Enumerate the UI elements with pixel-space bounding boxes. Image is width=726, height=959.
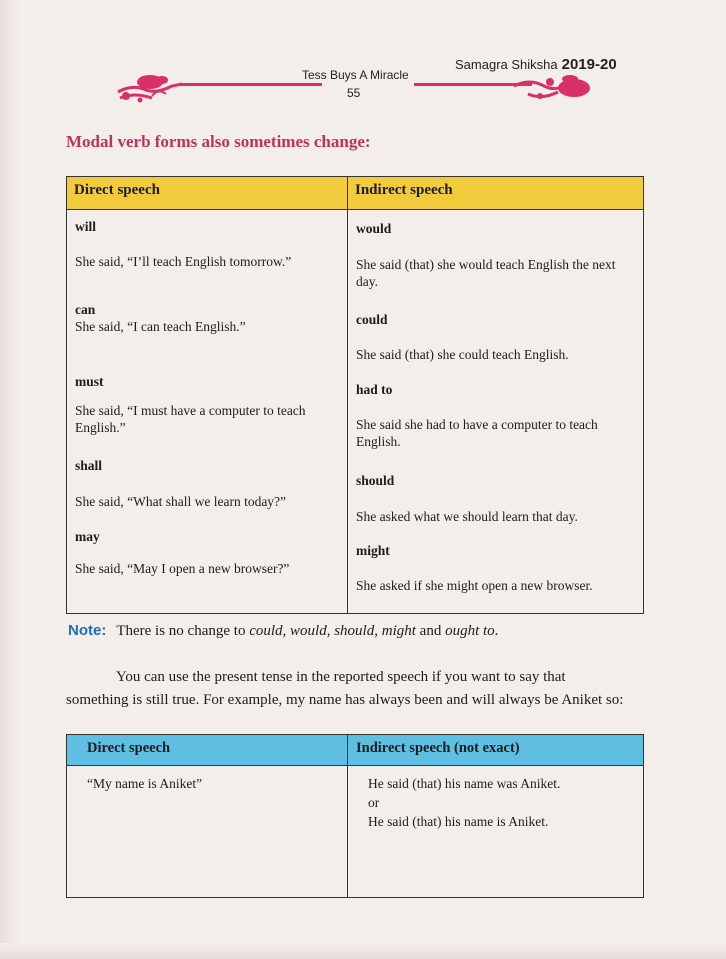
chapter-title: Tess Buys A Miracle bbox=[302, 68, 409, 82]
note-would: would, bbox=[290, 623, 331, 639]
indirect-speech-cell bbox=[348, 766, 644, 898]
example-should: She asked what we should learn that day. bbox=[356, 509, 578, 524]
note-text: There is no change to bbox=[116, 623, 250, 639]
direct-speech-cell bbox=[67, 210, 348, 614]
note-and: and bbox=[415, 623, 446, 639]
modal-must: must bbox=[75, 374, 104, 389]
note-might: might bbox=[381, 623, 416, 639]
modal-had-to: had to bbox=[356, 382, 393, 397]
floral-ornament-right-icon bbox=[510, 72, 594, 104]
example-could: She said (that) she could teach English. bbox=[356, 347, 569, 362]
table-header-row bbox=[67, 177, 644, 210]
header-rule-left bbox=[180, 83, 322, 86]
page-edge-bottom bbox=[0, 943, 726, 959]
series-label bbox=[455, 56, 617, 73]
paragraph-line-1: You can use the present tense in the reported speech if you want to say that bbox=[116, 669, 566, 685]
series-name: Samagra Shiksha bbox=[455, 57, 558, 72]
modal-would: would bbox=[356, 221, 392, 236]
note-ought-to: ought to bbox=[445, 623, 495, 639]
direct-example: “My name is Aniket” bbox=[87, 776, 203, 791]
modal-can: can bbox=[75, 302, 96, 317]
page-number: 55 bbox=[347, 86, 361, 100]
floral-ornament-left-icon bbox=[112, 72, 188, 104]
note-end: . bbox=[494, 623, 499, 639]
present-tense-table bbox=[66, 734, 644, 898]
column-header-direct: Direct speech bbox=[67, 735, 348, 766]
indirect-example-2: He said (that) his name is Aniket. bbox=[368, 814, 549, 829]
modal-verbs-table bbox=[66, 176, 644, 614]
indirect-or: or bbox=[368, 795, 380, 810]
note-should: should, bbox=[334, 623, 378, 639]
direct-speech-cell bbox=[67, 766, 348, 898]
modal-will: will bbox=[75, 219, 97, 234]
example-can: She said, “I can teach English.” bbox=[75, 319, 246, 334]
note-could: could, bbox=[249, 623, 287, 639]
modal-may: may bbox=[75, 529, 100, 544]
note bbox=[68, 622, 498, 640]
paragraph-rest: something is still true. For example, my name has always been and will always be Aniket so: bbox=[66, 692, 624, 708]
modal-shall: shall bbox=[75, 458, 103, 473]
table-row bbox=[67, 766, 644, 898]
note-label: Note: bbox=[68, 622, 107, 639]
section-heading: Modal verb forms also sometimes change: bbox=[66, 132, 371, 151]
indirect-example-1: He said (that) his name was Aniket. bbox=[368, 776, 561, 791]
example-would: She said (that) she would teach English the next day. bbox=[356, 257, 616, 289]
modal-should: should bbox=[356, 473, 395, 488]
example-may: She said, “May I open a new browser?” bbox=[75, 561, 290, 576]
body-paragraph bbox=[66, 666, 646, 712]
column-header-direct: Direct speech bbox=[67, 177, 348, 210]
column-header-indirect: Indirect speech (not exact) bbox=[348, 735, 644, 766]
table-header-row bbox=[67, 735, 644, 766]
column-header-indirect: Indirect speech bbox=[348, 177, 644, 210]
table-row bbox=[67, 210, 644, 614]
example-will: She said, “I’ll teach English tomorrow.” bbox=[75, 254, 292, 269]
example-shall: She said, “What shall we learn today?” bbox=[75, 494, 287, 509]
modal-could: could bbox=[356, 312, 388, 327]
page-edge bbox=[0, 0, 20, 959]
indirect-speech-cell bbox=[348, 210, 644, 614]
series-year: 2019-20 bbox=[561, 56, 617, 73]
modal-might: might bbox=[356, 543, 390, 558]
example-must: She said, “I must have a computer to teach English.” bbox=[75, 403, 306, 435]
example-had-to: She said she had to have a computer to teach English. bbox=[356, 417, 598, 449]
example-might: She asked if she might open a new browser. bbox=[356, 578, 593, 593]
